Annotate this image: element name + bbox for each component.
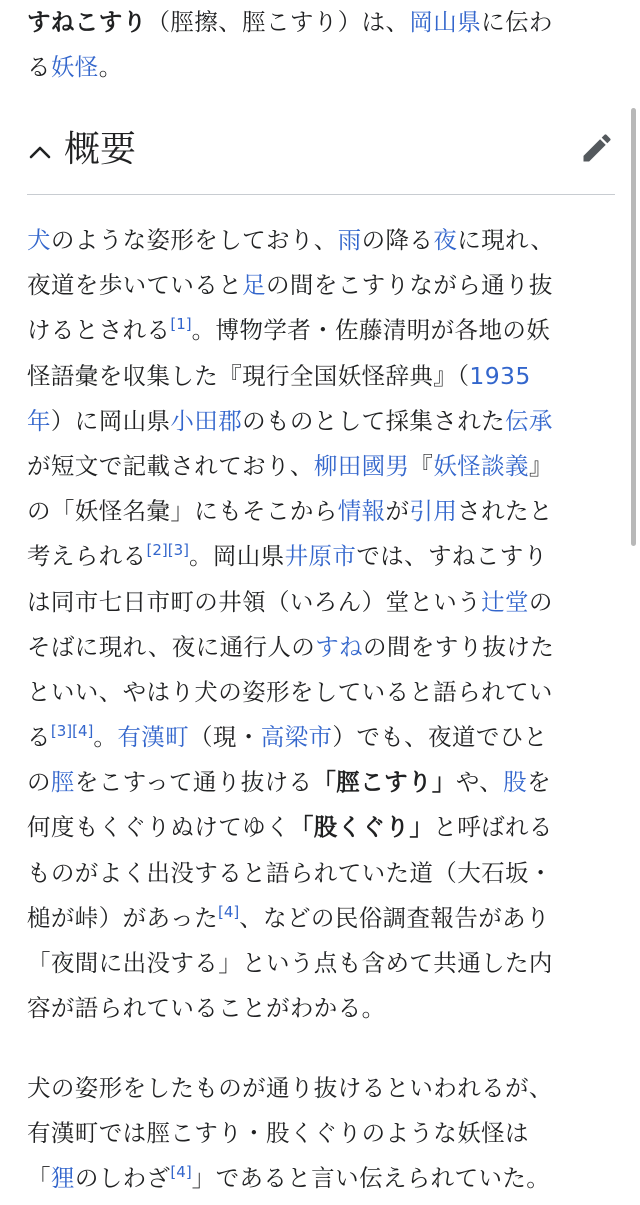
section-header[interactable] — [27, 118, 615, 195]
intro-paragraph: すねこすり（脛擦、脛こすり）は、岡山県に伝わ る妖怪。 — [27, 8, 553, 82]
link-densho[interactable]: 伝承 — [505, 406, 553, 435]
link-oda-gun[interactable]: 小田郡 — [170, 406, 243, 435]
link-night[interactable]: 夜 — [433, 226, 458, 254]
link-ukan[interactable]: 有漢町 — [117, 723, 190, 752]
article-subject: すねこすり — [27, 8, 147, 36]
link-foot[interactable]: 足 — [242, 271, 267, 300]
overview-paragraph: 犬のような姿形をしており、雨の降る夜に現れ、 夜道を歩いていると足の間をこすりながら通り抜 けるとされる[1]。博物学者・佐藤清明が各地の妖 怪語彙を収集した『現行全国妖怪辞典』（1935 年）に岡山県小田郡のものとして採集された伝承 が短文で記載されており、柳田國男『妖怪談義』 の「妖怪名彙」にもそこから情報が引用されたと 考えられる[2][3]。岡山県井原市では、すねこすり は同市七日市町の井領（いろん）堂という辻堂の そばに現れ、夜に通行人のすねの間をすり抜けた といい、やはり犬の姿形をしていると語られてい る[3][4]。有漢町（現・高梁市）でも、夜道でひと の脛をこすって通り抜ける「脛こすり」や、股を 何度もくぐりぬけてゆく「股くぐり」と呼ばれる ものがよく出没すると語られていた道（大石坂・ 槌が峠）があった[4]、などの民俗調査報告があり 「夜間に出没する」という点も含めて共通した内 容が語られていることがわかる。 — [27, 226, 555, 1023]
link-takahashi[interactable]: 高梁市 — [260, 723, 333, 752]
link-yanagita[interactable]: 柳田國男 — [313, 451, 410, 480]
link-okayama[interactable]: 岡山県 — [409, 8, 482, 36]
link-year[interactable]: 年 — [27, 406, 51, 435]
ref-link-3[interactable]: [3] — [167, 541, 189, 560]
section-title: 概要 — [64, 129, 137, 170]
chevron-up-icon[interactable] — [27, 140, 53, 166]
link-inyo[interactable]: 引用 — [409, 497, 458, 526]
ref-link-2[interactable]: [2] — [146, 541, 168, 560]
ref-link-4[interactable]: [4] — [72, 722, 94, 741]
link-joho[interactable]: 情報 — [337, 497, 386, 526]
ref-link-4b[interactable]: [4] — [217, 902, 240, 921]
link-ibara[interactable]: 井原市 — [284, 542, 357, 571]
link-yokai[interactable]: 妖怪 — [50, 53, 99, 82]
ref-link-3b[interactable]: [3] — [50, 722, 73, 741]
link-rain[interactable]: 雨 — [337, 226, 362, 254]
link-tanuki[interactable]: 狸 — [50, 1164, 75, 1193]
link-mata[interactable]: 股 — [503, 768, 528, 797]
link-1935[interactable]: 1935 — [469, 361, 531, 390]
pencil-icon[interactable] — [579, 130, 615, 166]
link-shin[interactable]: 脛 — [50, 768, 75, 797]
link-sune[interactable]: すね — [315, 632, 364, 661]
link-dog[interactable]: 犬 — [27, 226, 51, 254]
scrollbar[interactable] — [631, 108, 636, 546]
link-tsujido[interactable]: 辻堂 — [481, 587, 529, 616]
link-yokai-dangi[interactable]: 妖怪談義 — [433, 451, 529, 480]
ref-link-1[interactable]: [1] — [170, 315, 192, 334]
ref-link-4c[interactable]: [4] — [170, 1163, 192, 1182]
second-paragraph: 犬の姿形をしたものが通り抜けるといわれるが、 有漢町では脛こすり・股くぐりのような妖怪は 「狸のしわざ[4]」であると言い伝えられていた。 — [27, 1074, 553, 1193]
